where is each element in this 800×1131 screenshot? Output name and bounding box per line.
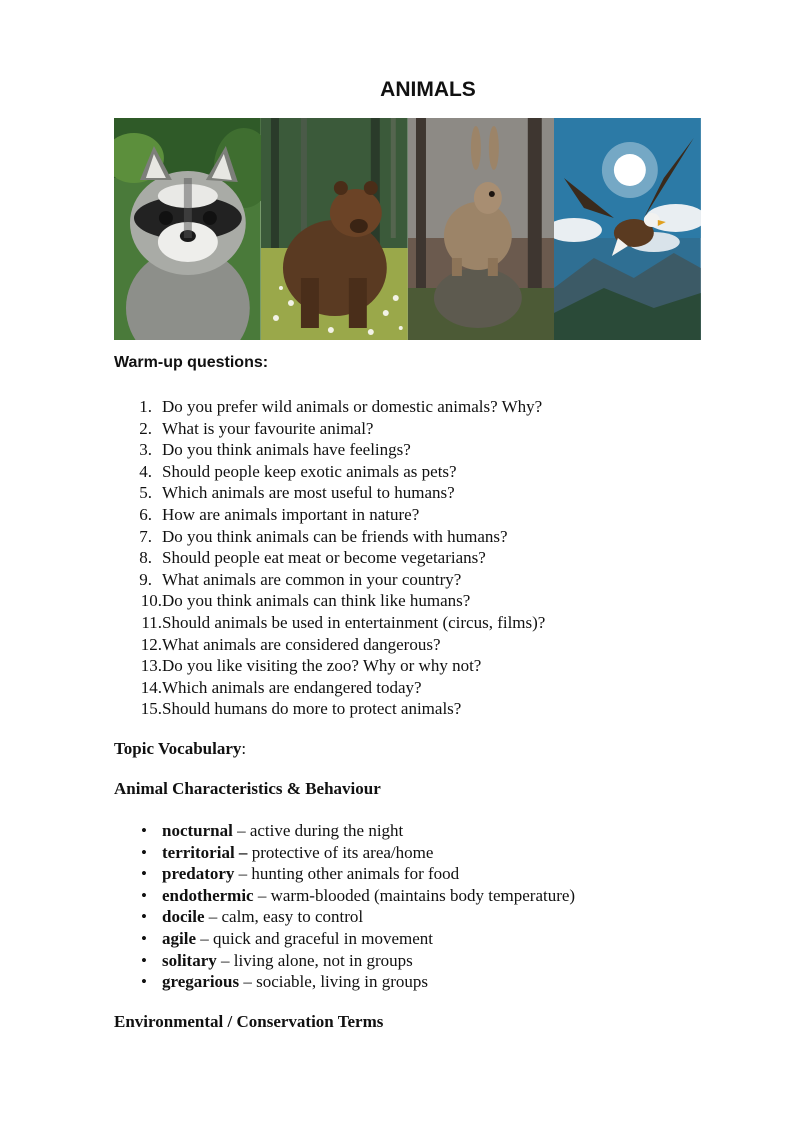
vocab-item: • territorial – protective of its area/home <box>141 842 434 862</box>
question-item: 8. Should people eat meat or become vegetarians? <box>139 548 486 568</box>
question-item: 2. What is your favourite animal? <box>139 418 374 438</box>
warmup-question-list <box>114 396 754 720</box>
eagle-photo <box>554 118 701 340</box>
page-title: ANIMALS <box>380 78 476 101</box>
characteristics-heading: Animal Characteristics & Behaviour <box>114 779 381 798</box>
question-item: 9. What animals are common in your country? <box>139 569 462 589</box>
hare-photo <box>408 118 555 340</box>
question-item: 7. Do you think animals can be friends with humans? <box>139 526 508 546</box>
conservation-terms-heading: Environmental / Conservation Terms <box>114 1012 384 1031</box>
brown-bear-photo <box>261 118 408 340</box>
vocab-item: • agile – quick and graceful in movement <box>141 928 433 948</box>
question-item: 10. Do you think animals can think like humans? <box>140 591 471 611</box>
question-item: 4. Should people keep exotic animals as pets? <box>139 461 457 481</box>
vocab-item: • nocturnal – active during the night <box>141 821 404 840</box>
question-item: 5. Which animals are most useful to humans? <box>139 483 455 503</box>
vocab-item: • gregarious – sociable, living in groups <box>141 972 428 992</box>
vocab-item: • predatory – hunting other animals for food <box>141 864 460 884</box>
question-item: 11. Should animals be used in entertainment (circus, films)? <box>141 612 546 632</box>
question-item: 13. Do you like visiting the zoo? Why or why not? <box>140 656 482 676</box>
vocab-item: • solitary – living alone, not in groups <box>141 950 413 970</box>
vocab-item: • docile – calm, easy to control <box>141 907 364 927</box>
warmup-heading: Warm-up questions: <box>114 354 269 371</box>
question-item: 6. How are animals important in nature? <box>139 504 420 524</box>
animal-photo-strip <box>114 118 701 340</box>
vocab-item: • endothermic – warm-blooded (maintains body temperature) <box>141 885 576 905</box>
question-item: 3. Do you think animals have feelings? <box>139 440 411 460</box>
question-item: 12. What animals are considered dangerous? <box>140 634 441 654</box>
topic-vocabulary-heading: Topic Vocabulary: <box>114 739 247 758</box>
question-item: 14. Which animals are endangered today? <box>140 677 422 697</box>
vocabulary-list <box>114 820 754 993</box>
raccoon-photo <box>114 118 261 340</box>
question-item: 1. Do you prefer wild animals or domestic animals? Why? <box>139 397 543 416</box>
question-item: 15. Should humans do more to protect animals? <box>140 699 462 719</box>
